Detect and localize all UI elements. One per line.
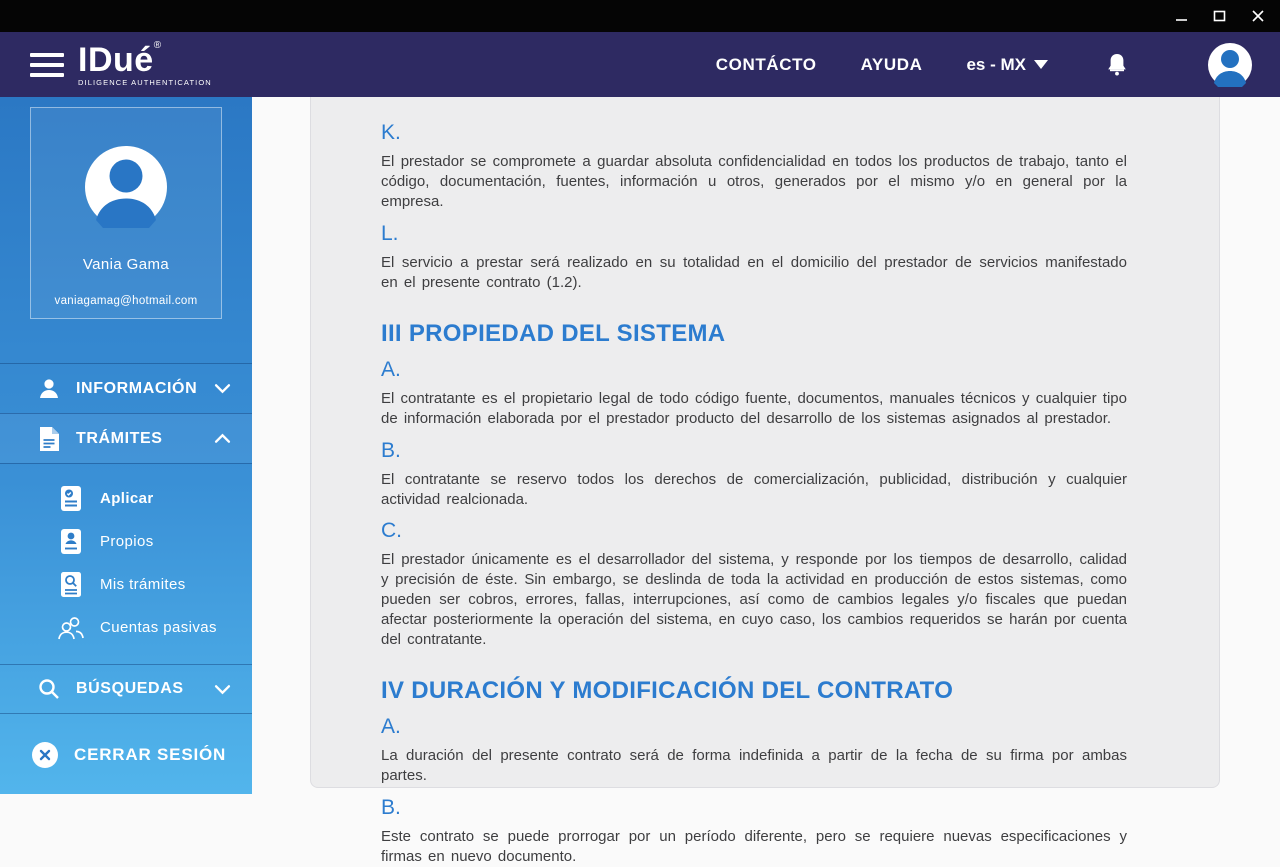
card-person-icon: [58, 528, 84, 555]
profile-email: vaniagamag@hotmail.com: [54, 295, 198, 307]
language-selector[interactable]: [966, 55, 1048, 75]
people-outline-icon: [58, 615, 84, 641]
sidebar-item-busquedas[interactable]: [0, 664, 252, 714]
profile-avatar: [85, 146, 167, 228]
app-logo: [78, 39, 212, 87]
card-check-icon: [58, 485, 84, 512]
sidebar-subitem-mis-tramites[interactable]: [0, 563, 252, 606]
clause-text: Este contrato se puede prorrogar por un período diferente, pero se requiere nuevas especificaciones y firmas en nuevo documento.: [381, 828, 1127, 865]
maximize-icon[interactable]: [1212, 8, 1228, 24]
bell-icon[interactable]: [1106, 52, 1128, 78]
clause-text: El prestador únicamente es el desarrollador del sistema, y responde por los tiempos de desarrollo, calidad y precisión de éste. Sin embargo, se deslinda de toda la actividad en producción de estos sistemas, como pueden ser cobros, errores, fallas, interrupciones, así como de cambios legales y/o fiscales que puedan afectar posteriormente la operación del sistema, en cuyo caso, los cambios requeridos se harán por cuenta del contratante.: [381, 551, 1127, 649]
clause-heading: B.: [381, 796, 401, 819]
chevron-down-icon: [215, 685, 230, 694]
app-header: [0, 32, 1280, 97]
hamburger-menu-icon[interactable]: [30, 53, 64, 77]
sidebar-subitem-label: Mis trámites: [100, 576, 186, 593]
sidebar-subitem-propios[interactable]: [0, 520, 252, 563]
sidebar-subitem-label: Aplicar: [100, 490, 154, 507]
clause-text: El contratante se reservo todos los derechos de comercialización, publicidad, distribución y cualquier actividad realcionada.: [381, 470, 1127, 508]
logout-label: CERRAR SESIÓN: [74, 745, 227, 764]
sidebar-subitem-cuentas-pasivas[interactable]: [0, 606, 252, 649]
clause-heading: K.: [381, 121, 401, 144]
clause-heading: C.: [381, 519, 402, 543]
user-avatar[interactable]: [1208, 43, 1252, 87]
main-content: [252, 97, 1280, 865]
logo-title: IDué: [78, 40, 154, 79]
section-title: IV DURACIÓN Y MODIFICACIÓN DEL CONTRATO: [381, 677, 954, 705]
nav-ayuda[interactable]: AYUDA: [860, 54, 923, 74]
document-icon: [36, 426, 62, 452]
clause-heading: A.: [381, 357, 401, 381]
clause-heading: B.: [381, 438, 401, 462]
clause-text: El prestador se compromete a guardar absoluta confidencialidad en todos los productos de trabajo, tanto el código, documentación, fuentes, información u otros, generados por el mismo y/o en general por la empresa.: [381, 153, 1127, 210]
x-circle-icon: [32, 742, 58, 768]
chevron-down-icon: [215, 384, 230, 393]
sidebar-item-informacion[interactable]: [0, 363, 252, 413]
caret-down-icon: [1034, 60, 1048, 69]
sidebar-subitem-aplicar[interactable]: [0, 477, 252, 520]
clause-text: El contratante es el propietario legal de todo código fuente, documentos, manuales técnicos y cualquier tipo de información elaborada por el prestador producto del desarrollo de los sistemas asignados al prestador.: [381, 389, 1127, 427]
sidebar-subitem-label: Cuentas pasivas: [100, 619, 217, 636]
clause-text: El servicio a prestar será realizado en su totalidad en el domicilio del prestador de servicios manifestado en el presente contrato (1.2).: [381, 253, 1127, 291]
search-icon: [36, 677, 62, 701]
profile-card: [30, 107, 222, 319]
profile-name: Vania Gama: [82, 256, 170, 273]
window-titlebar: [0, 0, 1280, 32]
language-value: es - MX: [966, 54, 1026, 74]
close-icon[interactable]: [1250, 8, 1266, 24]
sidebar-item-tramites[interactable]: [0, 413, 252, 463]
contract-document: [310, 97, 1220, 865]
sidebar-item-label: TRÁMITES: [76, 429, 163, 447]
nav-contacto[interactable]: CONTÁCTO: [715, 54, 817, 74]
tramites-submenu: [0, 463, 252, 664]
clause-text: La duración del presente contrato será de forma indefinida a partir de la fecha de su firma por ambas partes.: [381, 747, 1127, 785]
sidebar-item-label: INFORMACIÓN: [76, 379, 198, 397]
card-search-icon: [58, 571, 84, 598]
registered-mark: ®: [153, 39, 162, 51]
logo-subtitle: DILIGENCE AUTHENTICATION: [78, 77, 212, 87]
chevron-up-icon: [215, 434, 230, 443]
clause-heading: L.: [381, 221, 399, 245]
sidebar-subitem-label: Propios: [100, 533, 154, 550]
sidebar-item-label: BÚSQUEDAS: [76, 680, 184, 697]
sidebar: [0, 97, 252, 794]
section-title: III PROPIEDAD DEL SISTEMA: [381, 319, 726, 347]
person-icon: [36, 377, 62, 401]
logout-button[interactable]: [0, 742, 252, 768]
clause-heading: A.: [381, 715, 401, 739]
minimize-icon[interactable]: [1174, 8, 1190, 24]
